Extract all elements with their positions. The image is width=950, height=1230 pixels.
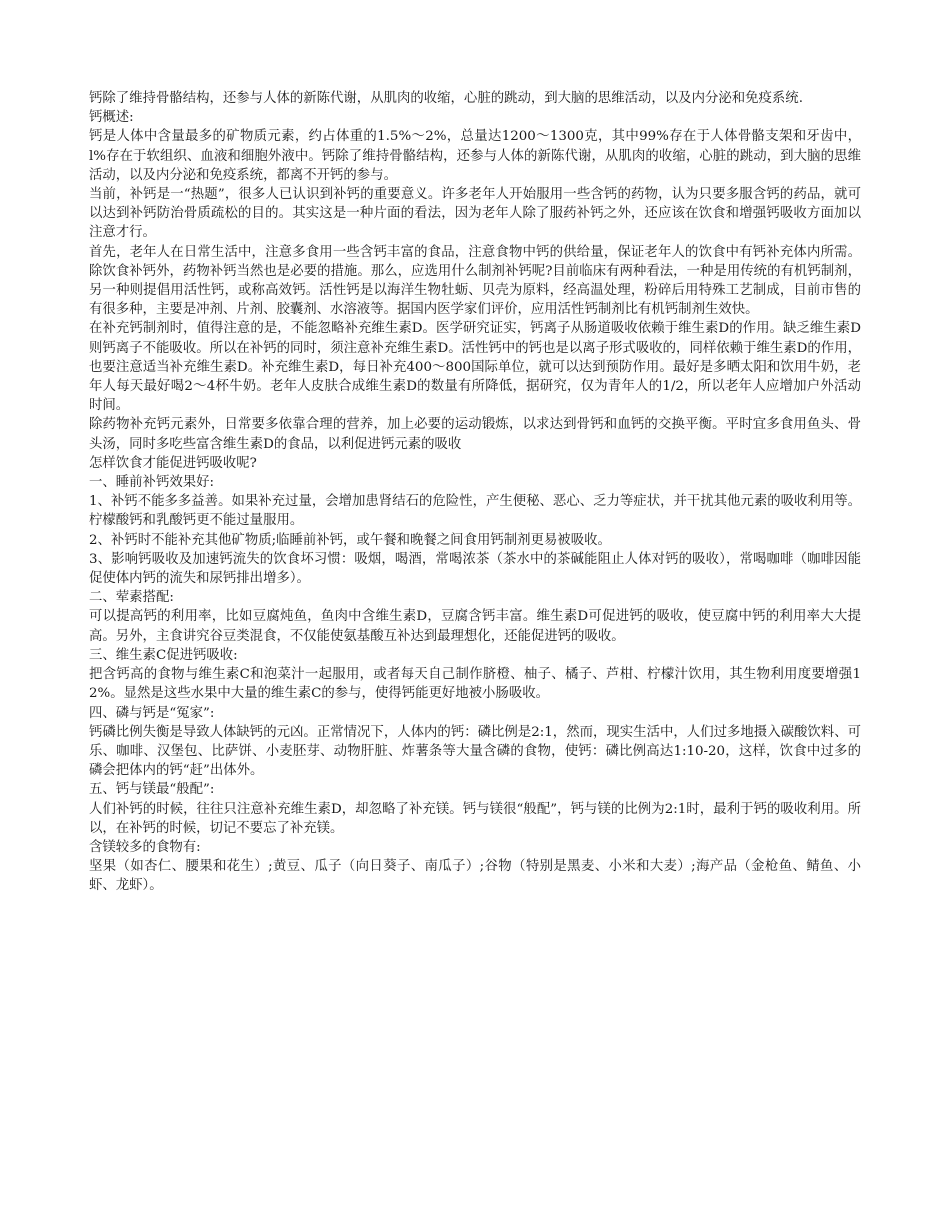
paragraph-magnesium-foods: 坚果（如杏仁、腰果和花生）;黄豆、瓜子（向日葵子、南瓜子）;谷物（特别是黑麦、小米和大麦）;海产品（金枪鱼、鲭鱼、小虾、龙虾）。 bbox=[89, 859, 861, 894]
heading-section-4: 四、磷与钙是“冤家”: bbox=[89, 705, 215, 721]
paragraph-calcium-content: 钙是人体中含量最多的矿物质元素，约占体重的1.5%～2%，总量达1200～1300克，其中99%存在于人体骨骼支架和牙齿中，l%存在于软组织、血液和细胞外液中。钙除了维持骨骼结构，还参与人体的新陈代谢，从肌肉的收缩，心脏的跳动，到大脑的思维活动，以及内分泌和免疫系统，都离不开钙的参与。 bbox=[89, 129, 861, 183]
heading-section-1: 一、睡前补钙效果好: bbox=[89, 475, 215, 491]
heading-section-5: 五、钙与镁最“般配”: bbox=[89, 782, 215, 798]
paragraph-calcium-hot-topic: 当前，补钙是一“热题”，很多人已认识到补钙的重要意义。许多老年人开始服用一些含钙的药物，认为只要多服含钙的药品，就可以达到补钙防治骨质疏松的目的。其实这是一种片面的看法，因为老年人除了服药补钙之外，还应该在饮食和增强钙吸收方面加以注意才行。 bbox=[89, 187, 861, 241]
paragraph-vitamin-d: 在补充钙制剂时，值得注意的是，不能忽略补充维生素D。医学研究证实，钙离子从肠道吸收依赖于维生素D的作用。缺乏维生素D则钙离子不能吸收。所以在补钙的同时，须注意补充维生素D。活性钙中的钙也是以离子形式吸收的，同样依赖于维生素D的作用，也要注意适当补充维生素D。补充维生素D，每日补充400～800国际单位，就可以达到预防作用。最好是多晒太阳和饮用牛奶，老年人每天最好喝2～4杯牛奶。老年人皮肤合成维生素D的数量有所降低，据研究，仅为青年人的1/2，所以老年人应增加户外活动时间。 bbox=[89, 321, 861, 414]
heading-section-3: 三、维生素C促进钙吸收: bbox=[89, 647, 238, 663]
heading-section-2: 二、荤素搭配: bbox=[89, 590, 174, 606]
heading-calcium-overview: 钙概述: bbox=[89, 110, 134, 126]
paragraph-nutrition-exercise: 除药物补充钙元素外，日常要多依靠合理的营养，加上必要的运动锻炼，以求达到骨钙和血钙的交换平衡。平时宜多食用鱼头、骨头汤，同时多吃些富含维生素D的食品，以利促进钙元素的吸收 bbox=[89, 417, 861, 452]
heading-diet-question: 怎样饮食才能促进钙吸收呢? bbox=[89, 455, 257, 471]
paragraph-section-4: 钙磷比例失衡是导致人体缺钙的元凶。正常情况下，人体内的钙：磷比例是2:1，然而，现实生活中，人们过多地摄入碳酸饮料、可乐、咖啡、汉堡包、比萨饼、小麦胚芽、动物肝脏、炸薯条等大量含磷的食物，使钙：磷比例高达1:10-20，这样，饮食中过多的磷会把体内的钙“赶”出体外。 bbox=[89, 724, 861, 779]
list-item-1: 1、补钙不能多多益善。如果补充过量，会增加患肾结石的危险性，产生便秘、恶心、乏力等症状，并干扰其他元素的吸收利用等。柠檬酸钙和乳酸钙更不能过量服用。 bbox=[89, 494, 861, 529]
list-item-3: 3、影响钙吸收及加速钙流失的饮食坏习惯：吸烟，喝酒，常喝浓茶（茶水中的茶碱能阻止人体对钙的吸收），常喝咖啡（咖啡因能促使体内钙的流失和尿钙排出增多）。 bbox=[89, 551, 861, 587]
paragraph-section-5: 人们补钙的时候，往往只注意补充维生素D，却忽略了补充镁。钙与镁很“般配”，钙与镁的比例为2:1时，最利于钙的吸收利用。所以，在补钙的时候，切记不要忘了补充镁。 bbox=[89, 801, 861, 836]
heading-magnesium-foods: 含镁较多的食物有: bbox=[89, 839, 201, 855]
paragraph-section-2: 可以提高钙的利用率，比如豆腐炖鱼，鱼肉中含维生素D，豆腐含钙丰富。维生素D可促进钙的吸收，使豆腐中钙的利用率大大提高。另外，主食讲究谷豆类混食，不仅能使氨基酸互补达到最理想化，还能促进钙的吸收。 bbox=[89, 609, 861, 644]
paragraph-intro: 钙除了维持骨骼结构，还参与人体的新陈代谢，从肌肉的收缩，心脏的跳动，到大脑的思维活动，以及内分泌和免疫系统. bbox=[89, 91, 803, 106]
document-body bbox=[89, 89, 861, 896]
paragraph-section-3: 把含钙高的食物与维生素C和泡菜汁一起服用，或者每天自己制作脐橙、柚子、橘子、芦柑、柠檬汁饮用，其生物利用度要增强12%。显然是这些水果中大量的维生素C的参与，使得钙能更好地被小肠吸收。 bbox=[89, 667, 861, 702]
paragraph-diet-and-supplements: 首先，老年人在日常生活中，注意多食用一些含钙丰富的食品，注意食物中钙的供给量，保证老年人的饮食中有钙补充体内所需。除饮食补钙外，药物补钙当然也是必要的措施。那么，应选用什么制剂补钙呢?目前临床有两种看法，一种是用传统的有机钙制剂，另一种则提倡用活性钙，或称高效钙。活性钙是以海洋生物牡蛎、贝壳为原料，经高温处理，粉碎后用特殊工艺制成，目前市售的有很多种，主要是冲剂、片剂、胶囊剂、水溶液等。据国内医学家们评价，应用活性钙制剂比有机钙制剂生效快。 bbox=[89, 244, 861, 318]
list-item-2: 2、补钙时不能补充其他矿物质;临睡前补钙，或午餐和晚餐之间食用钙制剂更易被吸收。 bbox=[89, 532, 611, 548]
